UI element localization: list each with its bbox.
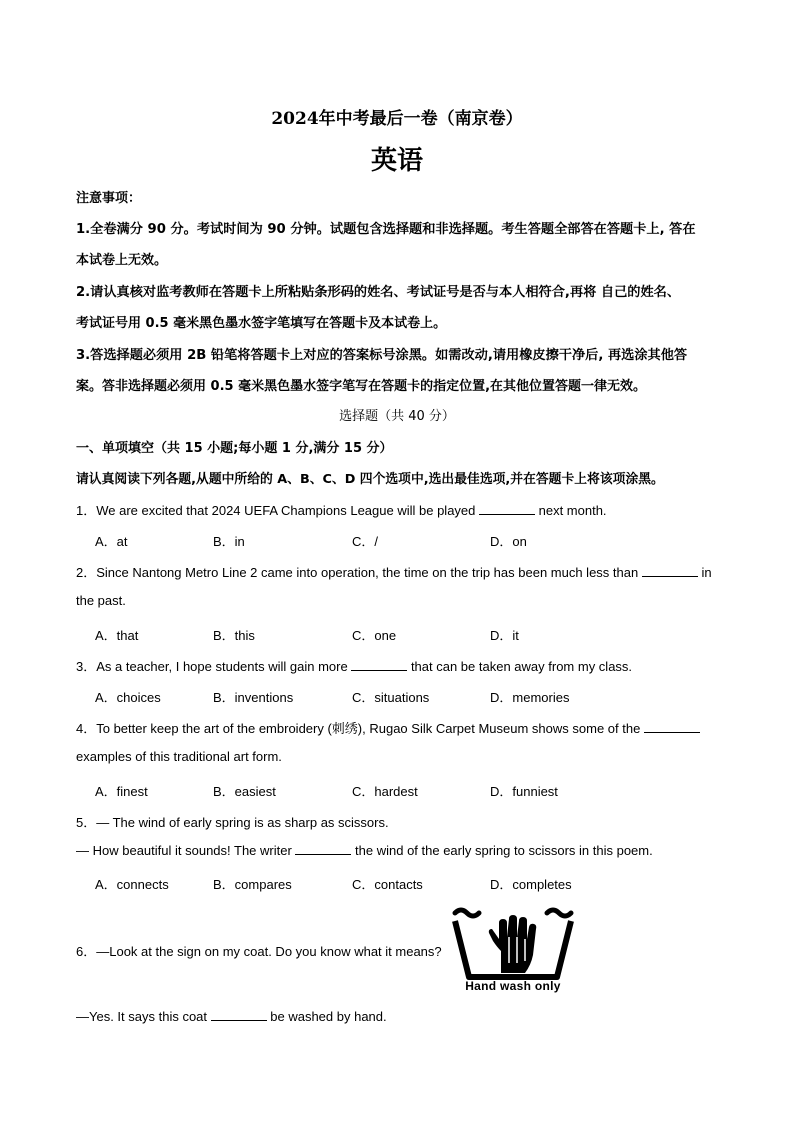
note-line: 案。答非选择题必须用 0.5 毫米黑色墨水签字笔写在答题卡的指定位置,在其他位置答题一律无效。 bbox=[76, 379, 647, 394]
stem-text: be washed by hand. bbox=[266, 1009, 387, 1024]
option-a: A．choices bbox=[95, 690, 161, 705]
option-c: C．situations bbox=[352, 690, 430, 705]
note-line: 本试卷上无效。 bbox=[76, 253, 168, 268]
answer-blank bbox=[211, 1009, 267, 1021]
question-6-stem-cont bbox=[76, 1009, 387, 1024]
question-3-stem bbox=[76, 656, 632, 675]
option-c: C．/ bbox=[352, 534, 379, 549]
stem-text: that can be taken away from my class. bbox=[407, 659, 633, 674]
stem-text: — How beautiful it sounds! The writer bbox=[76, 843, 296, 858]
option-a: A．connects bbox=[95, 877, 169, 892]
option-b: B．inventions bbox=[213, 690, 294, 705]
option-d: D．funniest bbox=[490, 784, 558, 799]
question-2-stem-cont: the past. bbox=[76, 593, 126, 608]
option-b: B．compares bbox=[213, 877, 292, 892]
stem-text: 3．As a teacher, I hope students will gain more bbox=[76, 659, 352, 674]
question-6-stem: 6．—Look at the sign on my coat. Do you know what it means? bbox=[76, 944, 442, 959]
question-2-stem bbox=[76, 562, 712, 581]
option-d: D．on bbox=[490, 534, 527, 549]
option-b: B．in bbox=[213, 534, 245, 549]
answer-blank bbox=[644, 721, 700, 733]
note-line: 考试证号用 0.5 毫米黑色墨水签字笔填写在答题卡及本试卷上。 bbox=[76, 316, 447, 331]
question-5-stem-cont bbox=[76, 843, 653, 858]
option-a: A．at bbox=[95, 534, 128, 549]
exam-title: 2024年中考最后一卷（南京卷） bbox=[271, 109, 523, 129]
option-c: C．contacts bbox=[352, 877, 423, 892]
option-d: D．completes bbox=[490, 877, 572, 892]
stem-text: next month. bbox=[535, 503, 607, 518]
option-a: A．finest bbox=[95, 784, 148, 799]
answer-blank bbox=[295, 843, 351, 855]
note-line: 3.答选择题必须用 2B 铅笔将答题卡上对应的答案标号涂黑。如需改动,请用橡皮擦干净后, 再选涂其他答 bbox=[76, 348, 688, 363]
question-4-stem bbox=[76, 718, 700, 737]
note-line: 1.全卷满分 90 分。考试时间为 90 分钟。试题包含选择题和非选择题。考生答题全部答在答题卡上, 答在 bbox=[76, 222, 696, 237]
stem-text: 2．Since Nantong Metro Line 2 came into operation, the time on the trip has been much less than bbox=[76, 565, 642, 580]
option-c: C．one bbox=[352, 628, 397, 643]
option-d: D．it bbox=[490, 628, 519, 643]
answer-blank bbox=[642, 565, 698, 577]
question-4-stem-cont: examples of this traditional art form. bbox=[76, 749, 282, 764]
stem-text: in bbox=[697, 565, 712, 580]
option-b: B．this bbox=[213, 628, 255, 643]
option-a: A．that bbox=[95, 628, 139, 643]
notes-heading: 注意事项： bbox=[76, 191, 142, 206]
part-instruction: 请认真阅读下列各题,从题中所给的 A、B、C、D 四个选项中,选出最佳选项,并在答题卡上将该项涂黑。 bbox=[76, 472, 664, 487]
stem-text: —Yes. It says this coat bbox=[76, 1009, 211, 1024]
question-5-stem: 5．— The wind of early spring is as sharp as scissors. bbox=[76, 815, 389, 830]
stem-text: the wind of the early spring to scissors in this poem. bbox=[351, 843, 653, 858]
stem-text: 1．We are excited that 2024 UEFA Champions League will be played bbox=[76, 503, 479, 518]
part-heading: 一、单项填空（共 15 小题;每小题 1 分,满分 15 分） bbox=[76, 441, 393, 456]
stem-text: 4．To better keep the art of the embroidery (刺绣), Rugao Silk Carpet Museum shows some of the bbox=[76, 721, 644, 736]
answer-blank bbox=[479, 503, 535, 515]
note-line: 2.请认真核对监考教师在答题卡上所粘贴条形码的姓名、考试证号是否与本人相符合,再将 自己的姓名、 bbox=[76, 285, 681, 300]
hand-wash-sign bbox=[449, 903, 577, 999]
option-b: B．easiest bbox=[213, 784, 276, 799]
answer-blank bbox=[351, 659, 407, 671]
option-d: D．memories bbox=[490, 690, 570, 705]
subject-title: 英语 bbox=[370, 146, 423, 176]
question-1-stem bbox=[76, 500, 607, 519]
option-c: C．hardest bbox=[352, 784, 418, 799]
section-title: 选择题（共 40 分） bbox=[339, 409, 455, 424]
sign-label: Hand wash only bbox=[465, 979, 561, 993]
